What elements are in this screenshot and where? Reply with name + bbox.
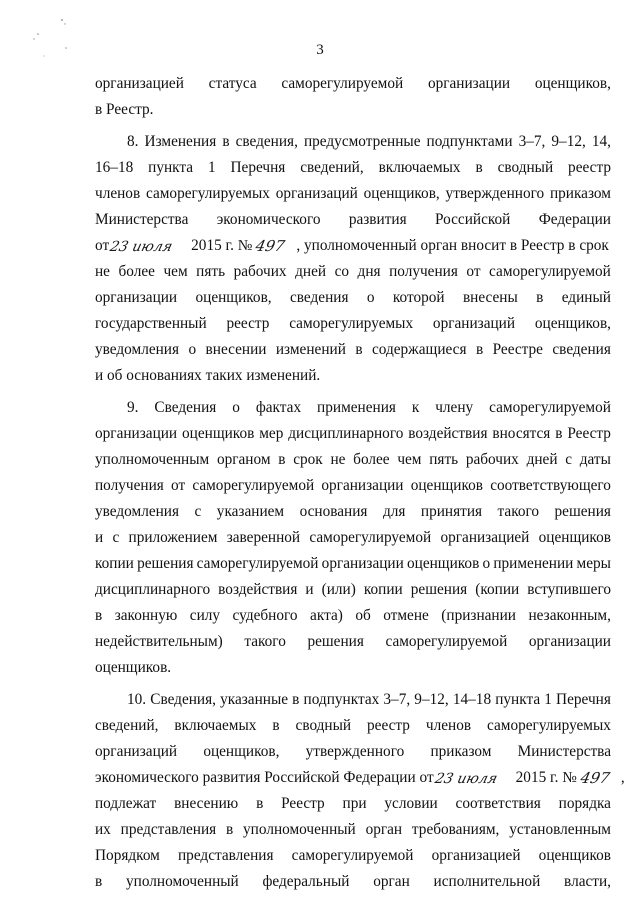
word: сведения (289, 289, 349, 306)
word: саморегулируемой (385, 633, 508, 650)
word: сведения, (235, 133, 298, 150)
text-line (95, 74, 611, 94)
word: изменений (275, 341, 346, 358)
word: экономического (216, 211, 321, 228)
word: 9. (127, 399, 139, 416)
text-line (95, 872, 611, 892)
word: саморегулируемой (489, 399, 611, 416)
word: оценщиков (538, 847, 611, 864)
word: Реестр (281, 795, 325, 812)
word: организации (321, 477, 404, 494)
word: (признании (441, 607, 516, 624)
word: о (366, 289, 375, 306)
word: не (95, 263, 110, 280)
word: такого (244, 633, 286, 650)
word: дней (295, 263, 327, 280)
text-line (95, 314, 611, 334)
text-line (95, 158, 611, 178)
word: утвержденного (305, 743, 405, 760)
text-line (95, 820, 611, 840)
word: 14, (591, 133, 611, 150)
word: в (555, 425, 563, 442)
text-line (95, 554, 611, 574)
word: уведомления (95, 341, 180, 358)
word: предусмотренные (303, 133, 421, 150)
word: подпунктами (426, 133, 513, 150)
word: рабочих (233, 263, 287, 280)
word: саморегулируемой (192, 477, 315, 494)
word: акта) (310, 607, 343, 624)
word: от (466, 263, 481, 280)
word: представления (120, 821, 217, 838)
word: утвержденного (445, 185, 545, 202)
handwritten-date (432, 768, 514, 788)
word: подлежат (95, 795, 157, 812)
text-line (95, 450, 611, 470)
word: приложением (128, 529, 218, 546)
word: 16–18 (95, 159, 134, 176)
word: копии (95, 555, 134, 572)
text-line (95, 340, 611, 360)
word: получения (95, 477, 164, 494)
word: Сведения (154, 399, 217, 416)
word: соответствующего (490, 477, 611, 494)
word: организации (321, 555, 404, 572)
word: о (188, 341, 197, 358)
word: реестр (568, 159, 611, 176)
word: организацией (95, 75, 184, 92)
word: фактах (255, 399, 302, 416)
word: порядка (558, 795, 611, 812)
word: заверенной (226, 529, 301, 546)
word: Федерации (538, 211, 611, 228)
word: оценщиков, (363, 185, 440, 202)
word: и об основаниях таких изменений. (95, 367, 321, 384)
word: внесению (174, 795, 239, 812)
word: включаемых (378, 159, 461, 176)
word: включаемых (174, 717, 257, 734)
text-line (95, 768, 625, 788)
word: приказом (430, 743, 492, 760)
word: для (382, 503, 406, 520)
word: силу (189, 607, 221, 624)
word: подпунктах (303, 691, 380, 708)
word: уполномоченный (243, 821, 356, 838)
word: внесены (462, 289, 518, 306)
word: Реестре (492, 341, 543, 358)
word: члену (435, 399, 474, 416)
word: воздействия (218, 581, 298, 598)
text-line (95, 658, 611, 678)
word: органом (216, 451, 271, 468)
word: сводный (497, 159, 554, 176)
word: организации (528, 633, 611, 650)
text-line (95, 846, 611, 866)
word: власти, (564, 873, 611, 890)
word: в (475, 159, 483, 176)
word: оценщиков (406, 555, 480, 572)
word: такого (497, 503, 540, 520)
word: незаконным, (528, 607, 611, 624)
word: саморегулируемой (196, 555, 319, 572)
word: оценщиков, (203, 743, 280, 760)
word: 10. (127, 691, 147, 708)
word: о (232, 399, 240, 416)
word: мер (259, 425, 284, 442)
word: с (112, 529, 120, 546)
word: чем (163, 263, 188, 280)
text-line (95, 262, 611, 282)
word: приказом (549, 185, 611, 202)
word: Министерства (95, 211, 189, 228)
word: в (278, 451, 286, 468)
word: оценщиков, (534, 315, 611, 332)
text-line (95, 366, 611, 386)
word: исполнительной (433, 873, 541, 890)
word: уполномоченный (126, 873, 239, 890)
word: членов (95, 185, 141, 202)
word: 9–12, (551, 133, 586, 150)
text-line (95, 580, 611, 600)
word: саморегулируемой (489, 263, 611, 280)
word: реестр (226, 315, 270, 332)
word: представления (178, 847, 274, 864)
text-line (95, 690, 611, 710)
word: о (482, 555, 491, 572)
word: решения (137, 555, 194, 572)
word: принятия (420, 503, 483, 520)
word: решения (307, 633, 364, 650)
word: получения (389, 263, 458, 280)
word: (или) (321, 581, 356, 598)
word: с (194, 503, 202, 520)
text-line (95, 716, 611, 736)
word: (копии (475, 581, 520, 598)
word: копии (363, 581, 403, 598)
word: Изменения (144, 133, 217, 150)
word: меры (576, 555, 611, 572)
word: орган (373, 873, 410, 890)
word: судебного (232, 607, 298, 624)
word: требованиям, (411, 821, 500, 838)
word: указанием (216, 503, 285, 520)
word: организацией (440, 529, 530, 546)
handwritten-number (579, 768, 619, 788)
word: 8. (127, 133, 139, 150)
svg-text:23 июля: 23 июля (108, 239, 175, 256)
word: сведений, (95, 717, 159, 734)
word: их (95, 821, 111, 838)
word: организации (427, 75, 511, 92)
word: вступившего (527, 581, 611, 598)
word: оценщиков, (195, 289, 272, 306)
word: которой (392, 289, 445, 306)
word: в (225, 821, 234, 838)
word: решения (410, 581, 468, 598)
word: пять (429, 451, 459, 468)
word: 9–12, (414, 691, 449, 708)
word: рабочих (465, 451, 519, 468)
word: единый (561, 289, 611, 306)
word: Перечня (556, 691, 611, 708)
word: организаций (275, 185, 358, 202)
word: к (411, 399, 420, 416)
word: не (330, 451, 346, 468)
text-line (95, 236, 611, 256)
word: уведомления (95, 503, 180, 520)
word: 1 (207, 159, 216, 176)
text-line (95, 210, 611, 230)
word: более (118, 263, 155, 280)
word: саморегулируемых (289, 315, 414, 332)
word: в (256, 795, 264, 812)
word: Министерства (517, 743, 611, 760)
word: законную (114, 607, 178, 624)
word: внесении (205, 341, 267, 358)
word: отмене (383, 607, 429, 624)
word: дней (526, 451, 558, 468)
word: недействительным) (95, 633, 223, 650)
word: в (292, 691, 300, 708)
word: пять (196, 263, 226, 280)
word: Сведения, (150, 691, 216, 708)
word: об (355, 607, 371, 624)
handwritten-number (254, 236, 294, 256)
word: дисциплинарного (95, 581, 211, 598)
svg-text:497: 497 (578, 769, 612, 788)
svg-text:497: 497 (254, 237, 287, 256)
word: саморегулируемой (309, 529, 432, 546)
word: установленным (509, 821, 611, 838)
handwritten-date (108, 236, 189, 256)
word: условии (384, 795, 438, 812)
word: Перечня (230, 159, 286, 176)
word: применения (317, 399, 396, 416)
word: саморегулируемых (145, 185, 270, 202)
word: саморегулируемой (281, 75, 404, 92)
word: оценщиков, (534, 75, 611, 92)
word: 3–7, (383, 691, 411, 708)
line-text-end: , (620, 769, 625, 786)
text-line (95, 184, 611, 204)
word: в (536, 289, 544, 306)
word: сведений, (300, 159, 364, 176)
word: оценщиков (538, 529, 611, 546)
text-line (95, 398, 611, 418)
word: саморегулируемых (487, 717, 611, 734)
word: применении (493, 555, 574, 572)
text-line (95, 606, 611, 626)
word: организации (95, 425, 178, 442)
word: даты (579, 451, 611, 468)
word: с (565, 451, 573, 468)
word: и (95, 529, 104, 546)
word: соответствия (455, 795, 541, 812)
word: при (342, 795, 367, 812)
word: Порядком (95, 847, 160, 864)
word: организацией (431, 847, 521, 864)
word: срок (293, 451, 323, 468)
word: дня (357, 263, 381, 280)
svg-text:23 июля: 23 июля (432, 771, 499, 788)
text-line (95, 632, 611, 652)
word: указанные (220, 691, 289, 708)
word: пункта (495, 691, 541, 708)
word: саморегулируемой (291, 847, 414, 864)
text-line (95, 502, 611, 522)
word: и (305, 581, 314, 598)
word: со (334, 263, 350, 280)
line-text-middle: 2015 г. № (515, 769, 577, 786)
word: Российской (434, 211, 511, 228)
word: 1 (544, 691, 552, 708)
text-line (95, 742, 611, 762)
word: организаций (432, 315, 516, 332)
text-line (95, 424, 611, 444)
word: основания (299, 503, 368, 520)
word: оценщиков (182, 425, 255, 442)
word: реестр (367, 717, 410, 734)
text-line (95, 132, 611, 152)
word: государственный (95, 315, 207, 332)
word: решения (554, 503, 611, 520)
word: в (95, 607, 103, 624)
word: вносятся (492, 425, 551, 442)
word: чем (397, 451, 422, 468)
line-text-end: , уполномоченный орган вносит в Реестр в срок (296, 237, 609, 254)
word: членов (425, 717, 472, 734)
word: развития (348, 211, 407, 228)
word: уполномоченным (95, 451, 210, 468)
word: оценщиков. (95, 659, 172, 676)
text-line (95, 288, 611, 308)
word: орган (365, 821, 403, 838)
word: в (95, 873, 103, 890)
word: статуса (208, 75, 257, 92)
word: пункта (148, 159, 194, 176)
word: сводный (295, 717, 352, 734)
word: в (475, 341, 484, 358)
text-line (95, 528, 611, 548)
word: от (171, 477, 186, 494)
word: федеральный (262, 873, 350, 890)
word: оценщиков (410, 477, 484, 494)
word: воздействия (408, 425, 488, 442)
line-text-start: экономического развития Российской Федерации от (95, 769, 434, 786)
word: более (353, 451, 390, 468)
line-text-start: от (95, 237, 110, 254)
word: организации (95, 289, 178, 306)
word: в (222, 133, 230, 150)
word: организаций (95, 743, 178, 760)
word: 14–18 (452, 691, 492, 708)
word: в (355, 341, 363, 358)
word: дисциплинарного (288, 425, 404, 442)
word: в (272, 717, 280, 734)
word: сведения (552, 341, 611, 358)
line-text-middle: 2015 г. № (191, 237, 253, 254)
text-line (95, 476, 611, 496)
word: 3–7, (518, 133, 546, 150)
word: в Реестр. (95, 101, 154, 118)
word: содержащиеся (371, 341, 467, 358)
text-line (95, 794, 611, 814)
word: Реестр (567, 425, 611, 442)
text-line (95, 100, 611, 120)
page-number: 3 (316, 42, 324, 58)
